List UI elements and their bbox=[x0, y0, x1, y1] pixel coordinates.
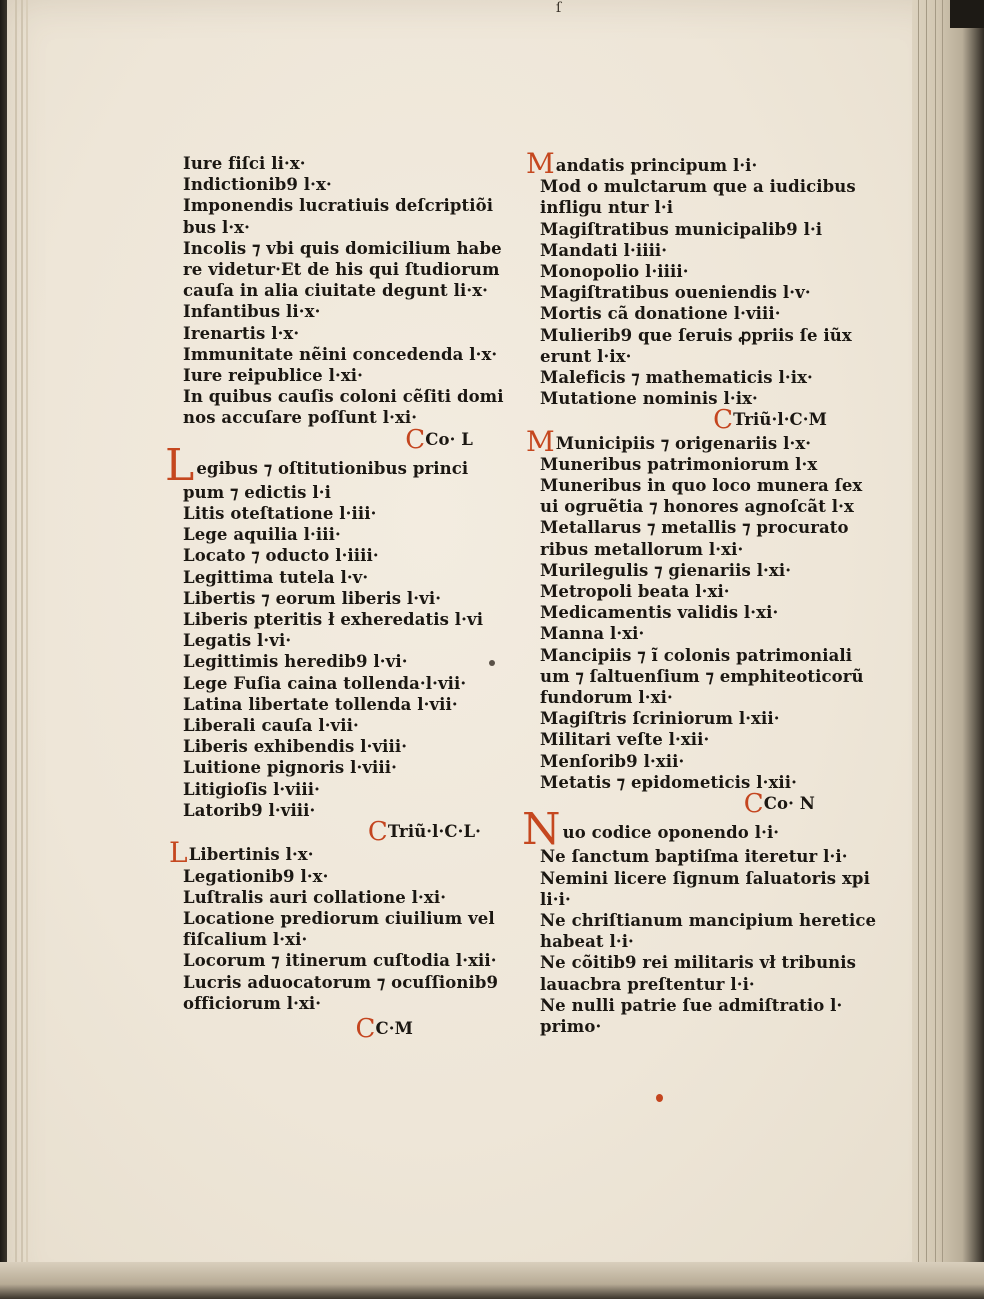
index-entry bbox=[183, 545, 493, 566]
entry-text: Lucris aduocatorum ⁊ ocuſſionib9 bbox=[183, 972, 499, 992]
index-entry bbox=[183, 280, 493, 301]
binding-edge bbox=[0, 0, 7, 1299]
entries-m-continued bbox=[526, 424, 864, 793]
entry-text: Metropoli beata l·xi· bbox=[540, 582, 730, 602]
index-entry bbox=[183, 887, 493, 908]
entry-text: Legationib9 l·x· bbox=[183, 866, 329, 886]
heading-text: Triũ·l·C·M bbox=[733, 410, 827, 430]
index-entry bbox=[183, 259, 500, 280]
index-entry bbox=[540, 388, 845, 409]
entry-text: um ⁊ ſaltuenſium ⁊ emphiteoticorũ bbox=[540, 666, 864, 686]
index-entry bbox=[183, 344, 498, 365]
index-entry bbox=[540, 952, 857, 973]
entries-m bbox=[526, 147, 856, 409]
index-entry bbox=[183, 950, 497, 971]
index-entry bbox=[183, 715, 493, 736]
index-entry bbox=[540, 346, 845, 367]
entry-text: Luitione pignoris l·viii· bbox=[183, 758, 397, 778]
page-edge bbox=[26, 0, 28, 1299]
entry-text: Legittima tutela l·v· bbox=[183, 567, 369, 587]
left-column bbox=[165, 153, 504, 1044]
entry-text: Incolis ⁊ vbi quis domicilium habe bbox=[183, 238, 502, 258]
entry-text: Militari veſte l·xii· bbox=[540, 730, 710, 750]
index-entry bbox=[183, 217, 493, 238]
entry-text: habeat l·i· bbox=[540, 932, 634, 952]
entry-text: uo codice oponendo l·i· bbox=[562, 823, 780, 843]
rubric-mark: C bbox=[743, 789, 764, 820]
section-heading-m bbox=[183, 1013, 493, 1044]
entry-text: Maleficis ⁊ mathematicis l·ix· bbox=[540, 368, 813, 388]
section-heading-l bbox=[183, 424, 493, 455]
index-entry bbox=[540, 454, 845, 475]
index-entry bbox=[540, 176, 856, 197]
entry-text: ui ogruẽtia ⁊ honores agnoſcãt l·x bbox=[540, 497, 854, 517]
entry-text: Libertinis l·x· bbox=[188, 845, 314, 865]
entry-text: erunt l·ix· bbox=[540, 346, 632, 366]
leaf-line bbox=[926, 0, 927, 1299]
index-entry bbox=[540, 496, 854, 517]
index-entry bbox=[540, 197, 845, 218]
index-entry bbox=[183, 972, 499, 993]
ink-spot bbox=[489, 660, 495, 666]
entry-text: Ne nulli patrie ſue admiſtratio l· bbox=[540, 995, 843, 1015]
index-entry bbox=[540, 303, 845, 324]
entry-text: lauacbra preſtentur l·i· bbox=[540, 974, 755, 994]
entry-text: fundorum l·xi· bbox=[540, 688, 673, 708]
index-entry bbox=[183, 238, 502, 259]
entry-text: Latorib9 l·viii· bbox=[183, 800, 316, 820]
entry-text: Lege aquilia l·iii· bbox=[183, 525, 341, 545]
entry-text: Locorum ⁊ itinerum cuſtodia l·xii· bbox=[183, 951, 497, 971]
page-edge bbox=[15, 0, 17, 1299]
entry-text: Mulierib9 que ſeruis ꝓpriis ſe iũx bbox=[540, 325, 852, 345]
index-entry bbox=[540, 623, 845, 644]
index-entry bbox=[540, 475, 863, 496]
entry-text: Liberis pteritis ł exheredatis l·vi bbox=[183, 610, 484, 630]
index-entry bbox=[540, 708, 845, 729]
index-entry bbox=[526, 147, 845, 180]
index-entry bbox=[183, 908, 493, 929]
signature-mark: ſ bbox=[556, 0, 562, 16]
entry-text: Legatis l·vi· bbox=[183, 631, 292, 651]
entry-text: Menſorib9 l·xii· bbox=[540, 751, 685, 771]
rubric-mark: C bbox=[367, 817, 388, 848]
index-entry bbox=[183, 673, 493, 694]
index-entry bbox=[183, 694, 493, 715]
entry-text: Magiſtris ſcriniorum l·xii· bbox=[540, 709, 780, 729]
index-entry bbox=[183, 386, 504, 407]
rubric-mark: C bbox=[405, 424, 426, 455]
index-entry bbox=[540, 772, 845, 793]
index-entry bbox=[540, 910, 877, 931]
index-entry bbox=[183, 174, 493, 195]
index-entry bbox=[540, 974, 845, 995]
index-entry bbox=[183, 757, 493, 778]
entry-text: andatis principum l·i· bbox=[555, 156, 758, 175]
entry-text: Litigioſis l·viii· bbox=[183, 779, 320, 799]
index-entry bbox=[540, 539, 845, 560]
entry-text: egibus ⁊ oſtitutionibus princi bbox=[196, 458, 469, 478]
page-edge bbox=[21, 0, 23, 1299]
index-entry bbox=[526, 424, 845, 458]
heading-text: Triũ·l·C·L· bbox=[387, 822, 481, 842]
entry-text: ribus metallorum l·xi· bbox=[540, 539, 744, 559]
index-entry bbox=[540, 687, 845, 708]
index-entry bbox=[183, 588, 493, 609]
right-column bbox=[522, 147, 877, 1037]
index-entry bbox=[540, 282, 845, 303]
index-entry bbox=[540, 1016, 845, 1037]
entry-text: Locatione prediorum ciuilium vel bbox=[183, 908, 495, 928]
index-entry bbox=[183, 195, 493, 216]
index-entry bbox=[540, 240, 845, 261]
index-entry bbox=[183, 323, 493, 344]
index-entry bbox=[183, 651, 493, 672]
index-entry bbox=[169, 836, 493, 870]
index-entry bbox=[183, 929, 493, 950]
entry-text: re videtur·Et de his qui ſtudiorum bbox=[183, 260, 500, 280]
index-entry bbox=[183, 993, 493, 1014]
index-entry bbox=[183, 503, 493, 524]
entry-text: Ne cõitib9 rei militaris vł tribunis bbox=[540, 953, 857, 973]
entry-text: Metatis ⁊ epidometicis l·xii· bbox=[540, 772, 798, 792]
entry-text: Manna l·xi· bbox=[540, 624, 645, 644]
index-entry bbox=[540, 666, 864, 687]
entry-text: Indictionib9 l·x· bbox=[183, 175, 332, 195]
background-corner bbox=[950, 0, 984, 28]
index-entry bbox=[540, 729, 845, 750]
index-entry bbox=[540, 931, 845, 952]
index-entry bbox=[183, 800, 493, 821]
entry-text: Iure fiſci li·x· bbox=[183, 154, 306, 173]
entry-text: Mortis cã donatione l·viii· bbox=[540, 304, 781, 324]
entry-text: Ne chriſtianum mancipium heretice bbox=[540, 910, 877, 930]
leaf-line bbox=[942, 0, 943, 1299]
entry-text: Litis oteſtatione l·iii· bbox=[183, 504, 377, 524]
leaf-line bbox=[935, 0, 936, 1299]
index-entry bbox=[540, 602, 845, 623]
entry-text: Immunitate nẽini concedenda l·x· bbox=[183, 344, 498, 364]
index-entry bbox=[183, 153, 493, 174]
entry-text: Medicamentis validis l·xi· bbox=[540, 603, 779, 623]
entry-text: infligu ntur l·i bbox=[540, 198, 674, 218]
index-entry bbox=[540, 560, 845, 581]
entry-text: Irenartis l·x· bbox=[183, 323, 300, 343]
index-entry bbox=[540, 325, 852, 346]
ink-spot bbox=[656, 1094, 663, 1102]
entry-text: Imponendis lucratiuis deſcriptiõi bbox=[183, 196, 494, 216]
entry-text: Liberis exhibendis l·viii· bbox=[183, 737, 408, 757]
index-entry bbox=[183, 779, 493, 800]
section-heading-n bbox=[540, 789, 845, 820]
index-entry bbox=[183, 630, 493, 651]
index-entry bbox=[183, 524, 493, 545]
entry-text: Iure reipublice l·xi· bbox=[183, 366, 363, 386]
section-heading-tria-m bbox=[540, 405, 845, 436]
index-entry bbox=[183, 567, 493, 588]
entry-text: Magiſtratibus oueniendis l·v· bbox=[540, 283, 811, 303]
entry-text: Luſtralis auri collatione l·xi· bbox=[183, 887, 447, 907]
index-entry bbox=[183, 609, 493, 630]
entry-text: Muneribus in quo loco munera ſex bbox=[540, 476, 863, 496]
entry-text: Magiſtratibus municipalib9 l·i bbox=[540, 219, 823, 239]
index-entry bbox=[183, 365, 493, 386]
entry-text: nos accuſare poſſunt l·xi· bbox=[183, 408, 418, 428]
entry-text: Infantibus li·x· bbox=[183, 302, 321, 322]
heading-text: C·M bbox=[375, 1018, 413, 1038]
rubricated-initial: M bbox=[526, 147, 555, 180]
rubricated-initial: N bbox=[522, 804, 561, 856]
index-entry bbox=[540, 367, 845, 388]
entry-text: Ne ſanctum baptiſma iteretur l·i· bbox=[540, 847, 848, 867]
index-entry bbox=[540, 889, 845, 910]
index-entry bbox=[540, 868, 870, 889]
index-entry bbox=[183, 482, 493, 503]
index-entry bbox=[540, 995, 845, 1016]
index-entry bbox=[540, 517, 849, 538]
entry-text: Libertis ⁊ eorum liberis l·vi· bbox=[183, 588, 442, 608]
entry-text: fiſcalium l·xi· bbox=[183, 930, 308, 950]
stacked-leaves bbox=[912, 0, 984, 1299]
rubric-mark: C bbox=[713, 405, 734, 436]
section-heading-tria-l bbox=[183, 817, 493, 848]
entry-text: bus l·x· bbox=[183, 217, 250, 237]
entries-i bbox=[183, 153, 504, 429]
entry-text: Mancipiis ⁊ ĩ colonis patrimoniali bbox=[540, 645, 853, 665]
entry-text: Muneribus patrimoniorum l·x bbox=[540, 454, 818, 474]
heading-text: Co· L bbox=[425, 429, 473, 449]
rubric-mark: C bbox=[355, 1013, 376, 1044]
index-entry bbox=[183, 407, 493, 428]
index-entry bbox=[540, 846, 848, 867]
entry-text: Mandati l·iiii· bbox=[540, 240, 668, 260]
page-bottom-edge bbox=[0, 1262, 984, 1299]
entry-text: cauſa in alia ciuitate degunt li·x· bbox=[183, 281, 488, 301]
entry-text: Legittimis heredib9 l·vi· bbox=[183, 652, 408, 672]
entry-text: Lege Fuſia caina tollenda·l·vii· bbox=[183, 673, 467, 693]
entry-text: Mutatione nominis l·ix· bbox=[540, 389, 758, 409]
index-entry bbox=[540, 219, 845, 240]
rubricated-initial: M bbox=[526, 424, 555, 458]
entry-text: pum ⁊ edictis l·i bbox=[183, 482, 331, 502]
entry-text: Monopolio l·iiii· bbox=[540, 262, 689, 282]
entry-text: Metallarus ⁊ metallis ⁊ procurato bbox=[540, 518, 849, 538]
leaf-line bbox=[918, 0, 919, 1299]
index-entry bbox=[183, 866, 493, 887]
heading-text: Co· N bbox=[763, 794, 815, 814]
entry-text: Municipiis ⁊ origenariis l·x· bbox=[555, 433, 812, 453]
entry-text: officiorum l·xi· bbox=[183, 993, 322, 1013]
index-entry bbox=[540, 751, 845, 772]
entry-text: Mod o mulctarum que a iudicibus bbox=[540, 177, 856, 197]
index-entry bbox=[183, 736, 493, 757]
rubricated-initial: L bbox=[169, 836, 188, 870]
entry-text: li·i· bbox=[540, 889, 571, 909]
entry-text: Liberali cauſa l·vii· bbox=[183, 716, 359, 736]
entry-text: primo· bbox=[540, 1016, 602, 1036]
index-entry bbox=[183, 301, 493, 322]
entry-text: In quibus cauſis coloni cẽſiti domi bbox=[183, 387, 504, 407]
entries-tria-l bbox=[169, 836, 499, 1014]
rubricated-initial: L bbox=[165, 439, 195, 491]
index-entry bbox=[540, 581, 845, 602]
entry-text: Murilegulis ⁊ gienariis l·xi· bbox=[540, 560, 792, 580]
entry-text: Latina libertate tollenda l·vii· bbox=[183, 694, 458, 714]
entry-text: Locato ⁊ oducto l·iiii· bbox=[183, 546, 379, 566]
entry-text: Nemini licere ſignum ſaluatoris xpi bbox=[540, 868, 870, 888]
index-entry bbox=[540, 645, 853, 666]
index-entry bbox=[540, 261, 845, 282]
